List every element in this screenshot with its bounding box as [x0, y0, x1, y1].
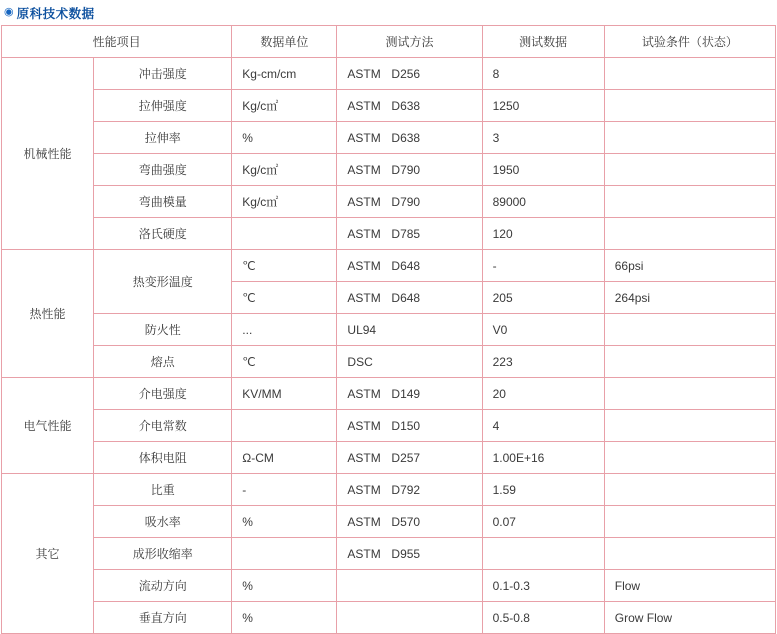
table-row: [2, 186, 776, 218]
test-method-code: D149: [391, 386, 421, 401]
test-condition: [604, 410, 775, 442]
page-header: [0, 0, 777, 25]
test-method-standard: ASTM: [347, 226, 381, 241]
test-condition: 66psi: [604, 250, 775, 282]
test-method-code: D790: [391, 194, 421, 209]
test-method: [337, 346, 482, 378]
test-method-standard: ASTM: [347, 98, 381, 113]
test-condition: [604, 378, 775, 410]
test-method: [337, 538, 482, 570]
column-header-condition: 试验条件（状态）: [604, 26, 775, 58]
property-item: 流动方向: [94, 570, 232, 602]
test-value: V0: [482, 314, 604, 346]
table-header: [2, 26, 776, 58]
test-value: 20: [482, 378, 604, 410]
test-method: [337, 410, 482, 442]
property-item: 介电常数: [94, 410, 232, 442]
test-method-code: D792: [391, 482, 421, 497]
data-unit: Kg/c㎡: [232, 186, 337, 218]
data-unit: Kg/c㎡: [232, 154, 337, 186]
test-method-code: D790: [391, 162, 421, 177]
table-row: [2, 250, 776, 282]
test-method: [337, 122, 482, 154]
test-value: 3: [482, 122, 604, 154]
data-unit: -: [232, 474, 337, 506]
table-row: [2, 154, 776, 186]
data-unit: ℃: [232, 346, 337, 378]
test-method-code: D785: [391, 226, 421, 241]
test-value: -: [482, 250, 604, 282]
test-method-standard: ASTM: [347, 194, 381, 209]
test-condition: [604, 442, 775, 474]
test-method-standard: ASTM: [347, 386, 381, 401]
test-method-standard: ASTM: [347, 130, 381, 145]
test-condition: [604, 218, 775, 250]
table-row: [2, 90, 776, 122]
test-method: [337, 314, 482, 346]
property-item: 弯曲强度: [94, 154, 232, 186]
test-method-standard: ASTM: [347, 546, 381, 561]
table-header-row: [2, 26, 776, 58]
data-unit: [232, 218, 337, 250]
technical-data-table: [1, 25, 776, 634]
data-unit: %: [232, 506, 337, 538]
test-method-standard: ASTM: [347, 258, 381, 273]
table-row: [2, 410, 776, 442]
test-condition: [604, 538, 775, 570]
test-method-code: D638: [391, 98, 421, 113]
property-item: 体积电阻: [94, 442, 232, 474]
data-unit: ...: [232, 314, 337, 346]
test-condition: [604, 90, 775, 122]
test-value: 0.5-0.8: [482, 602, 604, 634]
test-method-code: D955: [391, 546, 421, 561]
test-method-standard: ASTM: [347, 514, 381, 529]
table-body: [2, 58, 776, 634]
test-condition: [604, 346, 775, 378]
test-method: [337, 250, 482, 282]
property-item: 吸水率: [94, 506, 232, 538]
test-condition: [604, 186, 775, 218]
test-condition: [604, 314, 775, 346]
data-unit: %: [232, 122, 337, 154]
test-value: 4: [482, 410, 604, 442]
table-row: [2, 442, 776, 474]
property-item: 弯曲模量: [94, 186, 232, 218]
column-header-unit: 数据单位: [232, 26, 337, 58]
test-method-standard: ASTM: [347, 450, 381, 465]
table-row: [2, 122, 776, 154]
test-condition: [604, 154, 775, 186]
test-method-code: D570: [391, 514, 421, 529]
test-value: 1.59: [482, 474, 604, 506]
test-value: 1.00E+16: [482, 442, 604, 474]
group-label: 电气性能: [2, 378, 94, 474]
group-label: 热性能: [2, 250, 94, 378]
test-value: 1250: [482, 90, 604, 122]
table-row: [2, 378, 776, 410]
test-method: [337, 90, 482, 122]
test-method-code: D648: [391, 258, 421, 273]
test-value: [482, 538, 604, 570]
test-method: [337, 570, 482, 602]
test-condition: [604, 122, 775, 154]
test-condition: 264psi: [604, 282, 775, 314]
data-unit: Kg-cm/cm: [232, 58, 337, 90]
test-value: 0.1-0.3: [482, 570, 604, 602]
page-title: 原科技术数据: [16, 6, 95, 21]
table-row: [2, 506, 776, 538]
data-unit: [232, 410, 337, 442]
table-row: [2, 346, 776, 378]
test-condition: Flow: [604, 570, 775, 602]
test-method-code: D257: [391, 450, 421, 465]
property-item: 热变形温度: [94, 250, 232, 314]
property-item: 拉伸强度: [94, 90, 232, 122]
test-method: [337, 474, 482, 506]
test-value: 223: [482, 346, 604, 378]
data-unit: ℃: [232, 282, 337, 314]
test-method: [337, 58, 482, 90]
property-item: 冲击强度: [94, 58, 232, 90]
table-row: [2, 538, 776, 570]
test-value: 0.07: [482, 506, 604, 538]
column-header-property: 性能项目: [2, 26, 232, 58]
test-method: [337, 506, 482, 538]
property-item: 比重: [94, 474, 232, 506]
bullet-icon: ◉: [4, 6, 14, 18]
test-value: 1950: [482, 154, 604, 186]
test-method: [337, 282, 482, 314]
test-value: 8: [482, 58, 604, 90]
test-condition: Grow Flow: [604, 602, 775, 634]
test-method: [337, 218, 482, 250]
data-unit: KV/MM: [232, 378, 337, 410]
column-header-value: 测试数据: [482, 26, 604, 58]
table-row: [2, 218, 776, 250]
property-item: 防火性: [94, 314, 232, 346]
data-unit: %: [232, 602, 337, 634]
test-method: [337, 602, 482, 634]
property-item: 熔点: [94, 346, 232, 378]
test-method-code: D150: [391, 418, 421, 433]
property-item: 介电强度: [94, 378, 232, 410]
test-method: [337, 442, 482, 474]
table-row: [2, 474, 776, 506]
data-unit: Kg/c㎡: [232, 90, 337, 122]
test-method-code: D256: [391, 66, 421, 81]
column-header-method: 测试方法: [337, 26, 482, 58]
property-item: 垂直方向: [94, 602, 232, 634]
test-method-standard: DSC: [347, 354, 373, 369]
test-value: 120: [482, 218, 604, 250]
data-unit: [232, 538, 337, 570]
property-item: 拉伸率: [94, 122, 232, 154]
test-method-standard: ASTM: [347, 418, 381, 433]
table-row: [2, 314, 776, 346]
test-method-standard: UL94: [347, 322, 377, 337]
test-method: [337, 378, 482, 410]
table-row: [2, 570, 776, 602]
test-condition: [604, 474, 775, 506]
property-item: 成形收缩率: [94, 538, 232, 570]
test-method: [337, 186, 482, 218]
data-unit: %: [232, 570, 337, 602]
group-label: 其它: [2, 474, 94, 634]
property-item: 洛氏硬度: [94, 218, 232, 250]
data-unit: ℃: [232, 250, 337, 282]
test-method-standard: ASTM: [347, 162, 381, 177]
test-condition: [604, 506, 775, 538]
test-value: 205: [482, 282, 604, 314]
table-row: [2, 58, 776, 90]
test-method-standard: ASTM: [347, 482, 381, 497]
data-unit: Ω-CM: [232, 442, 337, 474]
table-row: [2, 602, 776, 634]
group-label: 机械性能: [2, 58, 94, 250]
test-method-standard: ASTM: [347, 290, 381, 305]
test-method-standard: ASTM: [347, 66, 381, 81]
test-method: [337, 154, 482, 186]
test-method-code: D638: [391, 130, 421, 145]
test-method-code: D648: [391, 290, 421, 305]
test-value: 89000: [482, 186, 604, 218]
test-condition: [604, 58, 775, 90]
